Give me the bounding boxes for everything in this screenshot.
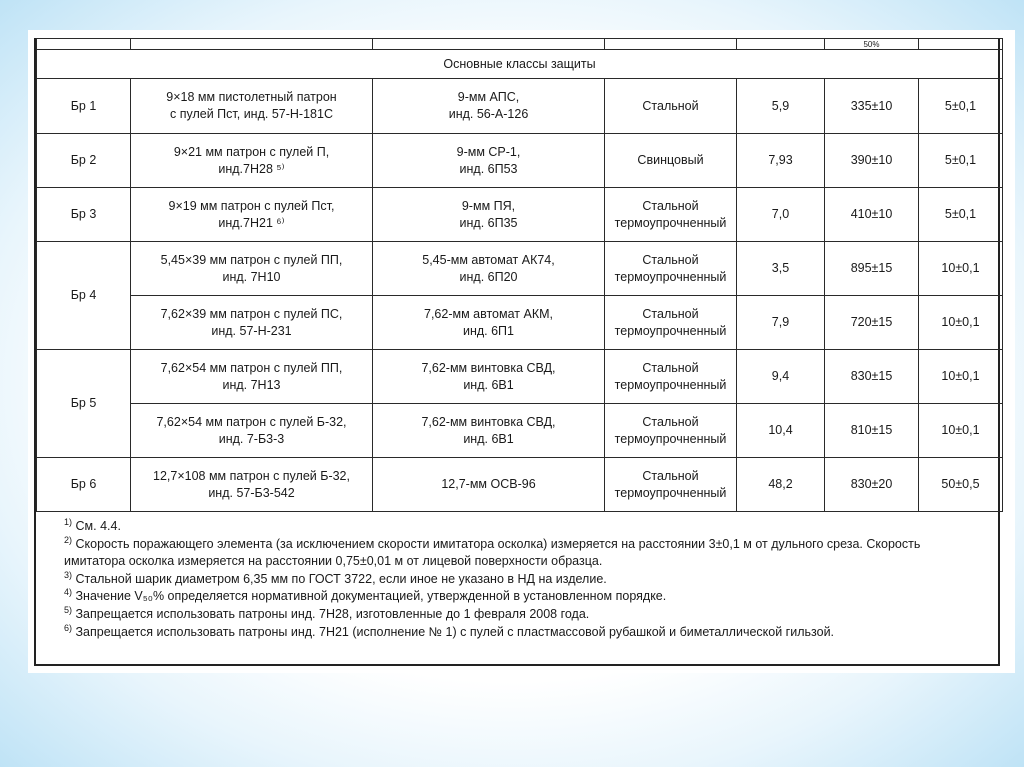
class-cell: Бр 1 — [37, 79, 131, 134]
top-fragment-text: 50% — [825, 39, 919, 50]
cartridge-cell: 7,62×54 мм патрон с пулей ПП, инд. 7Н13 — [131, 350, 373, 404]
table-row — [37, 79, 1003, 134]
mass-cell: 7,0 — [737, 188, 825, 242]
table-row-top-fragment — [37, 39, 1003, 50]
table-row — [37, 350, 1003, 404]
speed-cell: 830±15 — [825, 350, 919, 404]
mass-cell: 7,93 — [737, 134, 825, 188]
table-row — [37, 404, 1003, 458]
hits-cell: 10±0,1 — [919, 296, 1003, 350]
cartridge-cell: 9×21 мм патрон с пулей П, инд.7Н28 ⁵⁾ — [131, 134, 373, 188]
footnote-mark: 1) — [64, 516, 73, 527]
core-cell: Стальной термоупрочненный — [605, 296, 737, 350]
footnote-mark: 2) — [64, 534, 73, 545]
footnote-text: Запрещается использовать патроны инд. 7Н28, изготовленные до 1 февраля 2008 года. — [75, 606, 590, 621]
footnote-mark: 5) — [64, 604, 73, 615]
footnote — [64, 571, 984, 589]
speed-cell: 410±10 — [825, 188, 919, 242]
mass-cell: 5,9 — [737, 79, 825, 134]
weapon-cell: 7,62-мм винтовка СВД, инд. 6В1 — [373, 350, 605, 404]
weapon-cell: 9-мм ПЯ, инд. 6П35 — [373, 188, 605, 242]
footnote-text: Значение V₅₀% определяется нормативной документацией, утвержденной в установленном порядке. — [75, 589, 667, 604]
speed-cell: 720±15 — [825, 296, 919, 350]
table-row — [37, 296, 1003, 350]
cartridge-cell: 5,45×39 мм патрон с пулей ПП, инд. 7Н10 — [131, 242, 373, 296]
section-header-row — [37, 50, 1003, 79]
cartridge-cell: 7,62×39 мм патрон с пулей ПС, инд. 57-Н-231 — [131, 296, 373, 350]
mass-cell: 3,5 — [737, 242, 825, 296]
mass-cell: 10,4 — [737, 404, 825, 458]
core-cell: Стальной — [605, 79, 737, 134]
hits-cell: 50±0,5 — [919, 458, 1003, 512]
speed-cell: 895±15 — [825, 242, 919, 296]
speed-cell: 830±20 — [825, 458, 919, 512]
core-cell: Свинцовый — [605, 134, 737, 188]
hits-cell: 5±0,1 — [919, 134, 1003, 188]
speed-cell: 810±15 — [825, 404, 919, 458]
footnote-text: Запрещается использовать патроны инд. 7Н21 (исполнение № 1) с пулей с пластмассовой рубашкой и биметаллической гильзой. — [75, 624, 835, 639]
core-cell: Стальной термоупрочненный — [605, 242, 737, 296]
mass-cell: 48,2 — [737, 458, 825, 512]
weapon-cell: 12,7-мм ОСВ-96 — [373, 458, 605, 512]
mass-cell: 9,4 — [737, 350, 825, 404]
footnote — [64, 518, 984, 536]
section-title: Основные классы защиты — [37, 50, 1003, 79]
core-cell: Стальной термоупрочненный — [605, 350, 737, 404]
core-cell: Стальной термоупрочненный — [605, 404, 737, 458]
protection-class-table — [36, 38, 1003, 512]
document-page — [34, 38, 1000, 666]
footnote — [64, 606, 984, 624]
footnote-text: Скорость поражающего элемента (за исключением скорости имитатора осколка) измеряется на расстоянии 3±0,1 м от дульного среза. Скорость имитатора осколка измеряется на расстоянии 0,75±0,01 м от лицевой поверхности образца. — [64, 536, 921, 569]
footnote-text: Стальной шарик диаметром 6,35 мм по ГОСТ 3722, если иное не указано в НД на изделие. — [75, 571, 607, 586]
class-cell: Бр 5 — [37, 350, 131, 458]
speed-cell: 335±10 — [825, 79, 919, 134]
hits-cell: 10±0,1 — [919, 350, 1003, 404]
slide-frame — [28, 30, 1015, 673]
footnote — [64, 624, 984, 642]
footnote — [64, 536, 984, 571]
hits-cell: 10±0,1 — [919, 404, 1003, 458]
weapon-cell: 9-мм АПС, инд. 56-А-126 — [373, 79, 605, 134]
footnotes — [36, 512, 998, 641]
cartridge-cell: 9×18 мм пистолетный патрон с пулей Пст, инд. 57-Н-181С — [131, 79, 373, 134]
table-row — [37, 188, 1003, 242]
cartridge-cell: 9×19 мм патрон с пулей Пст, инд.7Н21 ⁶⁾ — [131, 188, 373, 242]
table-row — [37, 242, 1003, 296]
footnote — [64, 588, 984, 606]
table-row — [37, 134, 1003, 188]
class-cell: Бр 3 — [37, 188, 131, 242]
weapon-cell: 7,62-мм автомат АКМ, инд. 6П1 — [373, 296, 605, 350]
core-cell: Стальной термоупрочненный — [605, 188, 737, 242]
core-cell: Стальной термоупрочненный — [605, 458, 737, 512]
hits-cell: 5±0,1 — [919, 188, 1003, 242]
speed-cell: 390±10 — [825, 134, 919, 188]
weapon-cell: 5,45-мм автомат АК74, инд. 6П20 — [373, 242, 605, 296]
hits-cell: 10±0,1 — [919, 242, 1003, 296]
class-cell: Бр 6 — [37, 458, 131, 512]
cartridge-cell: 7,62×54 мм патрон с пулей Б-32, инд. 7-Б3-3 — [131, 404, 373, 458]
weapon-cell: 9-мм СР-1, инд. 6П53 — [373, 134, 605, 188]
class-cell: Бр 2 — [37, 134, 131, 188]
weapon-cell: 7,62-мм винтовка СВД, инд. 6В1 — [373, 404, 605, 458]
class-cell: Бр 4 — [37, 242, 131, 350]
cartridge-cell: 12,7×108 мм патрон с пулей Б-32, инд. 57-Б3-542 — [131, 458, 373, 512]
footnote-mark: 3) — [64, 569, 73, 580]
footnote-text: См. 4.4. — [75, 519, 121, 533]
table-row — [37, 458, 1003, 512]
footnote-mark: 4) — [64, 587, 73, 598]
mass-cell: 7,9 — [737, 296, 825, 350]
hits-cell: 5±0,1 — [919, 79, 1003, 134]
footnote-mark: 6) — [64, 622, 73, 633]
